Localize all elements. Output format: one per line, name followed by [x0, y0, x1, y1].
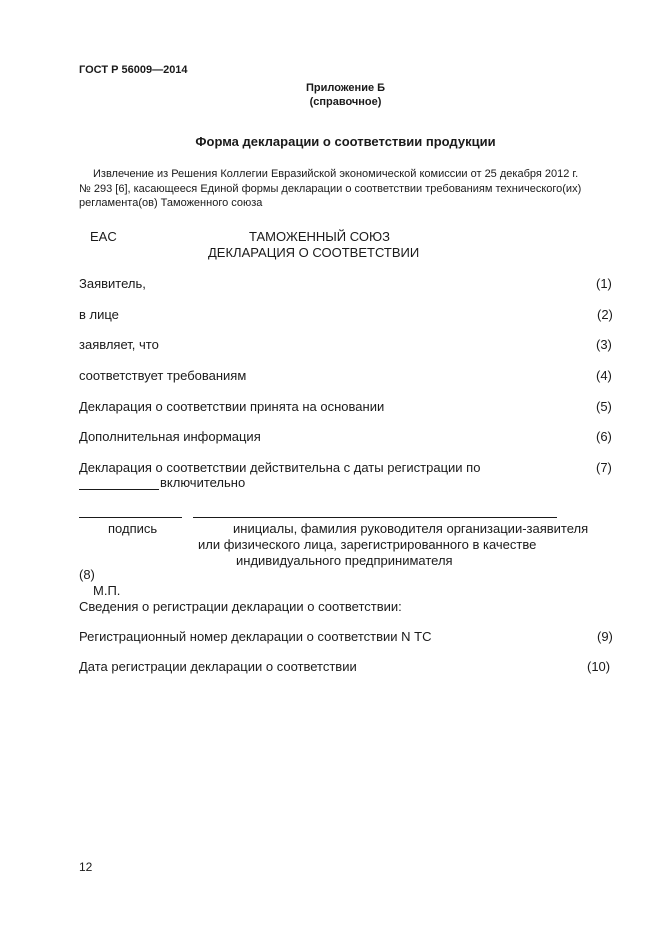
signature-caption: подпись [108, 521, 158, 536]
field-number-4: (4) [596, 368, 612, 383]
field-label-applicant: Заявитель, [79, 276, 146, 291]
field-label-declares: заявляет, что [79, 337, 159, 352]
declaration-heading: ДЕКЛАРАЦИЯ О СООТВЕТСТВИИ [208, 245, 420, 260]
intro-line-1: Извлечение из Решения Коллегии Евразийской экономической комиссии от 25 декабря 2012 г. [93, 168, 579, 180]
appendix-note: (справочное) [309, 96, 382, 108]
intro-line-2: № 293 [6], касающееся Единой формы декларации о соответствии требованиям технического(их) [79, 183, 582, 195]
field-number-1: (1) [596, 276, 612, 291]
field-number-8: (8) [79, 567, 95, 582]
intro-line-3: регламента(ов) Таможенного союза [79, 197, 263, 209]
name-caption-line-3: индивидуального предпринимателя [236, 553, 453, 568]
document-title: Форма декларации о соответствии продукции [195, 134, 496, 149]
customs-union-heading: ТАМОЖЕННЫЙ СОЮЗ [249, 229, 390, 244]
validity-date-blank [79, 489, 159, 490]
validity-suffix: включительно [160, 475, 246, 490]
field-number-2: (2) [597, 307, 613, 322]
field-label-requirements: соответствует требованиям [79, 368, 247, 383]
stamp-mark: М.П. [93, 583, 121, 598]
field-number-9: (9) [597, 629, 613, 644]
field-number-3: (3) [596, 337, 612, 352]
field-label-additional-info: Дополнительная информация [79, 429, 261, 444]
field-number-10: (10) [587, 659, 611, 674]
eac-mark: EAC [90, 229, 117, 244]
field-number-6: (6) [596, 429, 612, 444]
field-number-5: (5) [596, 399, 612, 414]
field-label-registration-number: Регистрационный номер декларации о соответствии N ТС [79, 629, 432, 644]
signature-line [79, 517, 182, 518]
field-number-7: (7) [596, 460, 612, 475]
field-label-basis: Декларация о соответствии принята на основании [79, 399, 385, 414]
registration-info-heading: Сведения о регистрации декларации о соответствии: [79, 599, 402, 614]
appendix-title: Приложение Б [305, 82, 386, 94]
standard-code: ГОСТ Р 56009—2014 [79, 64, 188, 76]
name-line [193, 517, 557, 518]
name-caption-line-2: или физического лица, зарегистрированного в качестве [198, 537, 537, 552]
field-label-validity: Декларация о соответствии действительна с даты регистрации по [79, 460, 481, 475]
page-number: 12 [79, 860, 93, 874]
name-caption-line-1: инициалы, фамилия руководителя организации-заявителя [233, 521, 589, 536]
field-label-registration-date: Дата регистрации декларации о соответствии [79, 659, 357, 674]
field-label-represented-by: в лице [79, 307, 119, 322]
